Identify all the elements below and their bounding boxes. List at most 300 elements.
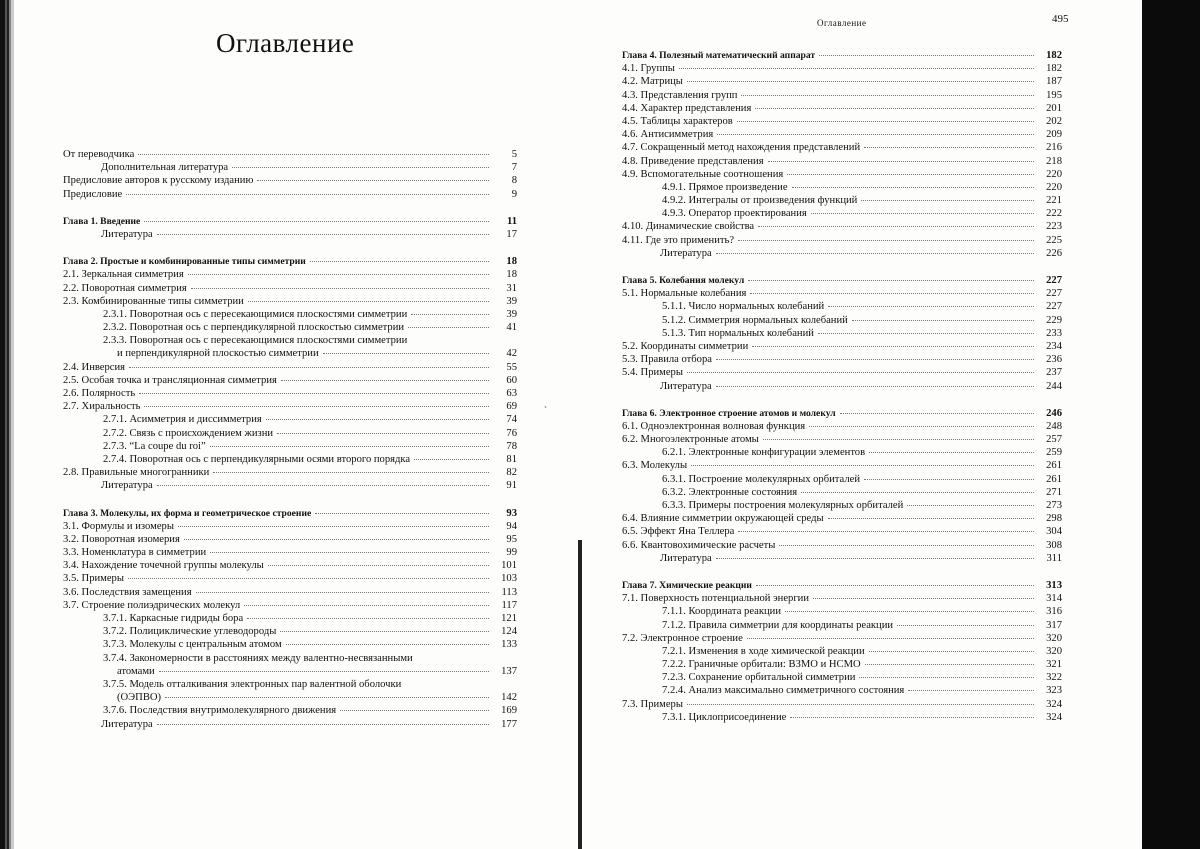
toc-entry-page: 324 [1046,711,1062,723]
toc-entry[interactable] [622,499,1062,512]
toc-entry[interactable] [622,552,1062,565]
dot-leader [157,228,489,235]
dot-leader [819,49,1034,56]
toc-spacer [63,241,517,249]
toc-entry-page [495,652,517,665]
toc-entry-title: 7.1.1. Координата реакции [662,606,782,618]
toc-entry[interactable] [63,361,517,374]
toc-entry-page: 324 [1046,698,1062,710]
toc-entry-page: 322 [1046,672,1062,684]
toc-spacer [622,260,1062,268]
toc-entry[interactable] [622,619,1062,632]
toc-entry[interactable] [63,427,517,440]
toc-entry[interactable] [622,671,1062,684]
toc-entry[interactable] [622,512,1062,525]
toc-entry-page: 201 [1046,102,1062,114]
toc-entry[interactable] [622,605,1062,618]
toc-entry-title: 2.2. Поворотная симметрия [63,282,187,294]
scan-dark-edge [1142,0,1200,849]
dot-leader [750,287,1034,294]
toc-entry-title: 2.4. Инверсия [63,361,126,373]
toc-entry[interactable] [63,466,517,479]
toc-entry[interactable] [63,586,517,599]
toc-entry-page: 227 [1046,288,1062,300]
toc-entry[interactable] [63,652,517,665]
toc-entry[interactable] [622,420,1062,433]
toc-entry[interactable] [63,268,517,281]
toc-entry-page: 121 [501,613,517,624]
toc-entry-title: 6.3.1. Построение молекулярных орбиталей [662,473,861,485]
toc-entry[interactable] [622,300,1062,313]
toc-entry[interactable] [63,691,517,704]
toc-entry-page: 236 [1046,354,1062,366]
toc-entry-page: 142 [501,692,517,704]
toc-entry[interactable] [622,287,1062,300]
toc-chapter-entry[interactable] [622,579,1062,592]
toc-entry[interactable] [622,525,1062,538]
toc-entry-page: 93 [506,507,517,519]
toc-entry-title: 6.3.2. Электронные состояния [662,486,798,498]
dot-leader [738,234,1034,241]
dot-leader [213,466,489,473]
toc-entry-page: 218 [1046,155,1062,167]
toc-entry-page: 222 [1046,208,1062,220]
toc-entry-page: 103 [501,573,517,585]
dot-leader [865,658,1034,665]
toc-entry[interactable] [63,440,517,453]
dot-leader [861,194,1034,201]
toc-entry[interactable] [622,194,1062,207]
toc-entry[interactable] [63,678,517,691]
toc-entry[interactable] [63,413,517,426]
toc-entry-page: 69 [506,401,517,413]
toc-entry[interactable] [63,520,517,533]
toc-entry-title: Дополнительная литература [101,162,229,174]
toc-entry-page [495,678,517,691]
toc-entry[interactable] [63,572,517,585]
dot-leader [716,552,1034,559]
toc-entry-title: 6.4. Влияние симметрии окружающей среды [622,513,824,525]
toc-entry-page: 226 [1046,247,1062,259]
dot-leader [787,168,1034,175]
toc-entry-title: 5.4. Примеры [622,367,683,379]
toc-entry[interactable] [622,314,1062,327]
toc-entry[interactable] [63,295,517,308]
toc-entry-page: 60 [506,374,517,386]
dot-leader [818,327,1034,334]
toc-entry-page: 220 [1046,168,1062,180]
toc-entry-page: 202 [1046,115,1062,127]
book-binding-edge [0,0,14,849]
toc-entry[interactable] [622,459,1062,472]
toc-entry[interactable] [622,658,1062,671]
dot-leader [191,282,489,289]
dot-leader [268,559,489,566]
toc-entry[interactable] [622,340,1062,353]
dot-leader [737,115,1034,122]
toc-entry-page: 257 [1046,434,1062,446]
toc-entry[interactable] [622,115,1062,128]
toc-entry[interactable] [63,400,517,413]
toc-entry-page: 18 [506,269,517,281]
toc-entry[interactable] [63,533,517,546]
toc-entry[interactable] [622,711,1062,724]
toc-entry-title: 3.3. Номенклатура в симметрии [63,547,207,559]
toc-entry-title: 7.3. Примеры [622,698,683,710]
toc-entry-page: 227 [1046,275,1062,286]
toc-chapter-entry[interactable] [622,274,1062,287]
toc-entry-page: 41 [506,322,517,334]
dot-leader [232,161,489,168]
toc-entry[interactable] [63,174,517,187]
toc-entry-title: Литература [660,380,712,392]
toc-entry-title: 2.6. Полярность [63,388,136,399]
dot-leader [340,704,489,711]
toc-entry-page: 74 [506,414,517,426]
dot-leader [738,525,1034,532]
dot-leader [210,440,489,447]
dot-leader [840,407,1034,414]
dot-leader [144,215,489,222]
toc-entry-title: (ОЭПВО) [117,692,162,704]
toc-entry[interactable] [622,632,1062,645]
toc-entry[interactable] [63,308,517,321]
left-toc-list [63,148,517,731]
toc-entry[interactable] [63,188,517,201]
dot-leader [310,255,489,262]
toc-entry-title: 7.1.2. Правила симметрии для координаты реакции [662,619,894,631]
toc-spacer [622,565,1062,573]
toc-entry-page: 182 [1046,50,1062,61]
dot-leader [758,220,1034,227]
toc-entry-page: 244 [1046,380,1062,392]
dot-leader [405,678,489,684]
toc-entry[interactable] [622,473,1062,486]
toc-entry-title: 3.7.4. Закономерности в расстояниях между валентно-несвязанными [103,652,413,664]
dot-leader [741,89,1034,96]
toc-entry-title: 6.6. Квантовохимические расчеты [622,539,776,551]
dot-leader [144,400,489,407]
toc-entry-title: Глава 7. Химические реакции [622,579,752,591]
toc-entry[interactable] [622,684,1062,697]
toc-entry-title: 2.7.1. Асимметрия и диссимметрия [103,414,262,426]
toc-entry-title: 2.1. Зеркальная симметрия [63,269,184,281]
toc-entry-page: 220 [1046,181,1062,193]
toc-chapter-entry[interactable] [622,49,1062,62]
dot-leader [801,486,1034,493]
toc-entry[interactable] [622,592,1062,605]
dot-leader [184,533,489,540]
toc-entry[interactable] [63,374,517,387]
toc-entry-title: 6.2.1. Электронные конфигурации элементов [662,447,866,459]
toc-entry-page: 195 [1046,89,1062,101]
dot-leader [828,512,1034,519]
toc-entry-title: 5.2. Координаты симметрии [622,340,749,352]
dot-leader [811,207,1034,214]
toc-entry[interactable] [63,387,517,400]
toc-entry[interactable] [622,645,1062,658]
toc-entry-title: 4.2. Матрицы [622,76,683,88]
toc-entry-page: 298 [1046,513,1062,525]
toc-entry[interactable] [622,539,1062,552]
toc-entry-page: 187 [1046,76,1062,88]
dot-leader [280,625,489,632]
toc-entry-title: Глава 4. Полезный математический аппарат [622,50,816,61]
toc-entry-title: 7.3.1. Циклоприсоединение [662,711,787,723]
toc-entry[interactable] [622,486,1062,499]
toc-entry-page: 7 [511,162,517,174]
toc-entry-page: 261 [1046,460,1062,472]
toc-entry-page: 234 [1046,340,1062,352]
dot-leader [828,300,1034,307]
toc-entry[interactable] [63,559,517,572]
toc-entry-page: 261 [1046,473,1062,485]
toc-entry-page: 223 [1046,221,1062,233]
toc-chapter-entry[interactable] [63,255,517,268]
toc-entry-title: 5.1. Нормальные колебания [622,288,747,300]
toc-entry-title: Предисловие [63,188,123,200]
toc-entry[interactable] [63,321,517,334]
left-page [0,0,582,849]
toc-entry[interactable] [622,62,1062,75]
dot-leader [864,473,1034,480]
toc-entry[interactable] [622,247,1062,260]
toc-entry[interactable] [622,207,1062,220]
dot-leader [188,268,489,275]
toc-entry-page: 8 [511,175,517,187]
dot-leader [897,619,1034,626]
toc-chapter-entry[interactable] [63,215,517,228]
page-title: Оглавление [216,28,355,58]
toc-entry-page: 225 [1046,234,1062,246]
toc-entry-page: 317 [1046,619,1062,631]
toc-entry-page: 82 [506,467,517,479]
toc-entry-title: Литература [660,247,712,259]
toc-entry-page: 76 [506,427,517,439]
toc-chapter-entry[interactable] [63,507,517,520]
dot-leader [864,141,1034,148]
dot-leader [139,387,489,394]
dot-leader [157,718,489,725]
toc-entry-title: 3.7.3. Молекулы с центральным атомом [103,639,282,651]
toc-entry-page: 78 [506,440,517,452]
toc-entry-page: 169 [501,705,517,717]
toc-entry[interactable] [622,380,1062,393]
toc-entry-page: 81 [506,453,517,465]
toc-entry[interactable] [622,234,1062,247]
toc-entry-title: 2.5. Особая точка и трансляционная симметрия [63,374,277,386]
toc-entry-title: 3.7. Строение полиэдрических молекул [63,599,241,611]
toc-entry-page: 323 [1046,685,1062,697]
toc-entry-page: 321 [1046,659,1062,671]
toc-entry-title: 5.1.1. Число нормальных колебаний [662,301,825,313]
dot-leader [790,711,1034,718]
dot-leader [908,684,1034,691]
dot-leader [752,340,1034,347]
dot-leader [687,698,1034,705]
toc-entry[interactable] [622,353,1062,366]
toc-entry[interactable] [63,599,517,612]
toc-entry[interactable] [622,366,1062,379]
toc-entry[interactable] [63,161,517,174]
toc-entry-title: 5.1.3. Тип нормальных колебаний [662,327,814,339]
toc-entry-title: Глава 3. Молекулы, их форма и геометрическое строение [63,507,312,519]
dot-leader [687,75,1034,82]
dot-leader [813,592,1034,599]
toc-entry-title: 4.4. Характер представления [622,102,752,114]
dot-leader [747,632,1034,639]
dot-leader [716,380,1034,387]
dot-leader [756,579,1034,586]
toc-entry-title: 6.3. Молекулы [622,460,688,472]
toc-entry[interactable] [622,141,1062,154]
toc-entry[interactable] [622,155,1062,168]
toc-entry-title: 2.3.2. Поворотная ось с перпендикулярной плоскостью симметрии [103,322,405,334]
toc-entry[interactable] [622,102,1062,115]
dot-leader [128,572,489,579]
toc-entry-title: атомами [117,665,155,677]
toc-entry[interactable] [622,128,1062,141]
toc-entry[interactable] [63,347,517,360]
toc-entry[interactable] [63,638,517,651]
dot-leader [196,586,489,593]
toc-entry-page: 259 [1046,447,1062,459]
toc-entry-title: От переводчика [63,149,135,160]
dot-leader [779,539,1034,546]
dot-leader [411,308,489,315]
toc-entry-page: 94 [506,520,517,532]
toc-entry-title: 6.3.3. Примеры построения молекулярных орбиталей [662,500,904,511]
toc-entry-page [495,334,517,347]
toc-entry[interactable] [63,546,517,559]
toc-entry-title: Литература [660,552,712,564]
dot-leader [247,612,489,619]
toc-entry[interactable] [63,282,517,295]
dot-leader [859,671,1034,678]
page-number: 495 [1052,13,1069,25]
toc-entry-page: 314 [1046,593,1062,605]
toc-entry-title: 3.7.2. Полициклические углеводороды [103,626,277,638]
toc-entry-title: Глава 2. Простые и комбинированные типы симметрии [63,256,306,268]
toc-entry-page: 95 [506,533,517,545]
dot-leader [126,188,489,195]
toc-entry-title: 4.11. Где это применить? [622,234,735,246]
toc-entry[interactable] [63,453,517,466]
toc-entry-title: 7.2.4. Анализ максимально симметричного состояния [662,685,905,697]
toc-entry-title: 2.3.1. Поворотная ось с пересекающимися плоскостями симметрии [103,308,408,320]
toc-entry-title: 6.5. Эффект Яна Теллера [622,526,735,538]
toc-entry-page: 39 [506,308,517,320]
toc-entry-page: 17 [506,228,517,240]
dot-leader [315,507,489,514]
toc-entry-page: 216 [1046,142,1062,154]
toc-entry[interactable] [63,704,517,717]
toc-entry[interactable] [622,433,1062,446]
toc-entry-page: 9 [511,188,517,200]
dot-leader [248,295,489,302]
toc-entry-title: Литература [101,480,153,492]
toc-spacer [63,493,517,501]
toc-entry-title: Литература [101,718,153,730]
toc-entry-title: 4.8. Приведение представления [622,155,764,167]
toc-entry-title: 2.7.3. “La coupe du roi” [103,440,206,452]
toc-entry-page: 237 [1046,367,1062,379]
dot-leader [323,347,489,354]
toc-entry[interactable] [622,220,1062,233]
dot-leader [286,638,489,645]
toc-entry-title: 2.3.3. Поворотная ось с пересекающимися плоскостями симметрии [103,335,408,347]
toc-entry[interactable] [622,327,1062,340]
dot-leader [717,128,1034,135]
toc-entry-title: 4.1. Группы [622,63,675,75]
toc-entry-title: 4.9.3. Оператор проектирования [662,208,807,220]
toc-entry-page: 221 [1046,195,1062,207]
dot-leader [159,665,489,672]
toc-entry-page: 320 [1046,632,1062,644]
toc-entry-page: 304 [1046,526,1062,538]
right-toc-list [622,43,1062,724]
toc-entry[interactable] [63,148,517,161]
dot-leader [869,645,1034,652]
toc-entry[interactable] [63,334,517,347]
toc-entry[interactable] [622,698,1062,711]
toc-entry[interactable] [622,75,1062,88]
toc-entry-page: 320 [1046,645,1062,657]
toc-entry-page: 311 [1046,552,1062,564]
dot-leader [755,102,1034,109]
dot-leader [281,374,489,381]
toc-entry[interactable] [622,181,1062,194]
toc-entry-page: 31 [506,282,517,294]
dot-leader [691,459,1034,466]
toc-spacer [63,201,517,209]
toc-entry-title: 3.7.5. Модель отталкивания электронных пар валентной оболочки [103,678,402,690]
toc-entry[interactable] [63,625,517,638]
toc-entry-title: 4.5. Таблицы характеров [622,115,733,127]
toc-entry-page: 101 [501,560,517,572]
toc-entry-title: Предисловие авторов к русскому изданию [63,175,254,187]
toc-entry[interactable] [622,89,1062,102]
toc-entry-page: 99 [506,547,517,559]
dot-leader [138,148,489,155]
toc-entry[interactable] [63,612,517,625]
toc-entry-title: Глава 1. Введение [63,215,141,227]
toc-entry-title: 2.7. Хиральность [63,401,141,413]
toc-entry[interactable] [622,446,1062,459]
toc-entry-title: 3.1. Формулы и изомеры [63,520,174,532]
dot-leader [414,453,489,460]
toc-entry-page: 55 [506,361,517,373]
toc-entry-page: 227 [1046,301,1062,313]
toc-entry-title: 3.6. Последствия замещения [63,586,192,598]
toc-entry[interactable] [63,228,517,241]
dot-leader [716,353,1034,360]
toc-entry-title: 3.5. Примеры [63,573,124,585]
toc-chapter-entry[interactable] [622,407,1062,420]
toc-entry[interactable] [63,718,517,731]
toc-entry[interactable] [63,665,517,678]
toc-entry-title: 7.2.3. Сохранение орбитальной симметрии [662,672,856,684]
toc-entry-page: 113 [501,586,517,598]
dot-leader [679,62,1034,69]
toc-entry-page: 308 [1046,539,1062,551]
toc-entry-page: 63 [506,388,517,399]
toc-entry-page: 233 [1046,327,1062,339]
toc-entry[interactable] [622,168,1062,181]
toc-entry-page: 316 [1046,606,1062,618]
toc-entry[interactable] [63,479,517,492]
toc-entry-page: 91 [506,480,517,492]
